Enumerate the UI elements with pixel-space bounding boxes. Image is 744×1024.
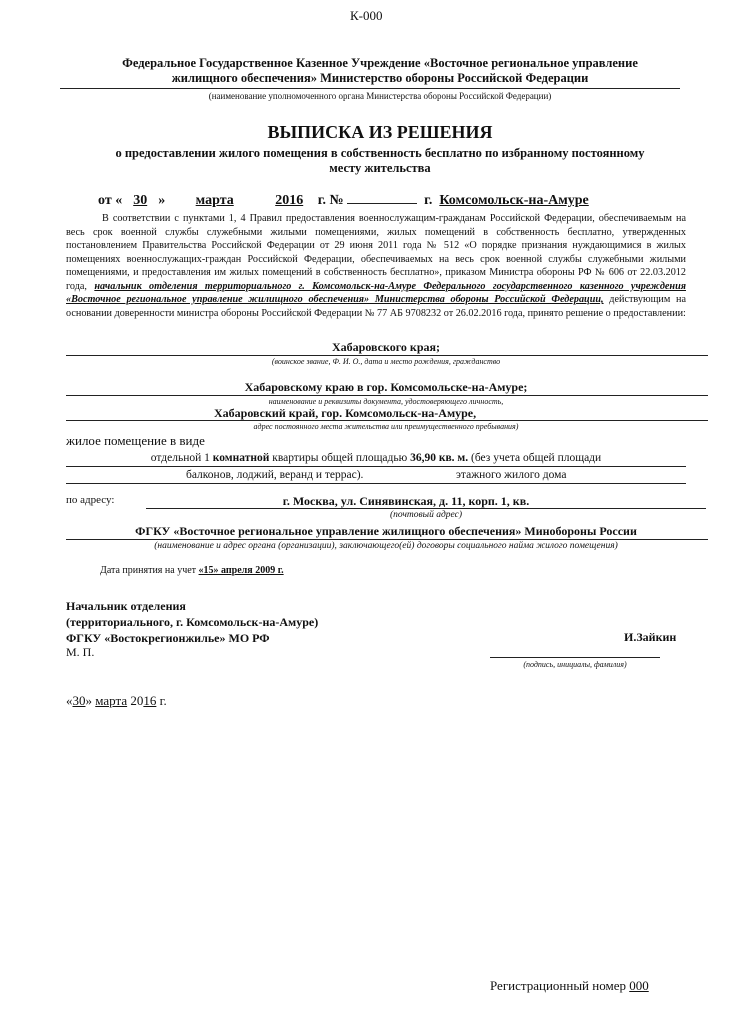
fd-year: 16 <box>143 693 157 708</box>
address-label: по адресу: <box>66 494 115 506</box>
org-underline <box>60 88 680 89</box>
signature-caption: (подпись, инициалы, фамилия) <box>523 660 627 669</box>
org-line-2: жилищного обеспечения» Министерство обороны Российской Федерации <box>171 71 589 85</box>
housing-text-a: отдельной 1 <box>150 452 213 464</box>
housing-underline-1 <box>66 466 686 467</box>
footer-date <box>66 693 167 709</box>
subtitle-line-1: о предоставлении жилого помещения в собственность бесплатно по избранному постоянному <box>115 146 645 160</box>
housing-line-2: балконов, лоджий, веранд и террас). <box>186 469 364 481</box>
body-text-authority: начальник отделения территориального г. Комсомольск-на-Амуре Федерального государственного казенного учреждения «Восточное региональное управление жилищного обеспечения» Министерства обороны Российской Федерации, <box>66 280 686 305</box>
page-title: ВЫПИСКА ИЗ РЕШЕНИЯ <box>267 122 493 142</box>
signatory-line-2: (территориального, г. Комсомольск-на-Амуре) <box>66 615 319 629</box>
reg-number-value: 000 <box>629 978 649 993</box>
city-prefix: г. <box>424 193 433 208</box>
fd-year-prefix: 20 <box>127 693 144 708</box>
body-paragraph <box>66 212 686 320</box>
fd-open: « <box>66 693 73 708</box>
signature-line <box>490 657 660 658</box>
person-underline <box>66 355 708 356</box>
document-code: К-000 <box>350 8 383 23</box>
date-from: от « <box>98 193 123 208</box>
date-month: марта <box>195 193 234 208</box>
residence-field: Хабаровский край, гор. Комсомольск-на-Амуре, <box>214 406 477 420</box>
registration-value: «15» апреля 2009 г. <box>198 565 284 576</box>
date-close: » <box>158 193 166 208</box>
signatory-name: И.Зайкин <box>624 630 677 644</box>
address-caption: (почтовый адрес) <box>389 510 463 520</box>
number-label: г. № <box>317 193 344 208</box>
fd-mid: » <box>85 693 96 708</box>
date-year: 2016 <box>275 193 304 208</box>
person-caption: (воинское звание, Ф. И. О., дата и место рождения, гражданство <box>271 357 501 366</box>
person-field: Хабаровского края; <box>332 340 440 354</box>
organization-name <box>40 56 720 86</box>
registration-number <box>490 978 649 994</box>
reg-number-label: Регистрационный номер <box>490 978 630 993</box>
document-caption: наименование и реквизиты документа, удостоверяющего личность, <box>268 397 504 406</box>
org-caption: (наименование уполномоченного органа Министерства обороны Российской Федерации) <box>208 91 552 101</box>
subtitle-line-2: месту жительства <box>329 161 431 175</box>
address-underline <box>146 508 706 509</box>
housing-floor: этажного жилого дома <box>456 469 567 481</box>
signatory-line-3: ФГКУ «Востокрегионжилье» МО РФ <box>66 631 270 645</box>
body-text-1: В соответствии с пунктами 1, 4 Правил предоставления военнослужащим-гражданам Российской Федерации, обеспечиваемым на весь срок военной службы служебными жилыми помещениями, жилых помещений в собственность бесплатно, утвержденных постановлением Правительства Российской Федерации от 29 июня 2011 года № 512 «О порядке признания нуждающимися в жилых помещениях военнослужащих-граждан Российской Федерации, обеспечиваемых на весь срок военной службы служебными жилыми помещениями, и предоставления им жилых помещений в собственность бесплатно», приказом Министра обороны РФ № 606 от 22.03.2012 года, <box>66 213 686 292</box>
subtitle <box>40 146 720 176</box>
registration-label: Дата принятия на учет <box>100 565 199 576</box>
date-line <box>98 193 589 209</box>
housing-area: 36,90 кв. м. <box>410 452 469 464</box>
decision-number <box>347 203 417 204</box>
fd-month: марта <box>95 693 128 708</box>
organ-underline <box>66 539 708 540</box>
body-text-3: действующим на основании доверенности министра обороны Российской Федерации № 77 АБ 9708232 от 26.02.2016 года, принято решение о предоставлении: <box>66 294 687 319</box>
seal-placeholder: М. П. <box>66 645 95 659</box>
housing-text-c: квартиры общей площадью <box>269 452 411 464</box>
housing-text-e: (без учета общей площади <box>468 452 602 464</box>
date-day: 30 <box>133 193 148 208</box>
organ-caption: (наименование и адрес органа (организации), заключающего(ей) договоры социального найма жилого помещения) <box>154 541 618 551</box>
residence-caption: адрес постоянного места жительства или преимущественного пребывания) <box>253 422 519 431</box>
signatory-block <box>66 598 318 646</box>
registration-date <box>100 565 284 576</box>
address-field: г. Москва, ул. Синявинская, д. 11, корп. 1, кв. <box>282 494 530 508</box>
organ-field: ФГКУ «Восточное региональное управление жилищного обеспечения» Минобороны России <box>135 524 637 538</box>
housing-rooms: комнатной <box>212 452 270 464</box>
signatory-line-1: Начальник отделения <box>66 599 186 613</box>
fd-day: 30 <box>72 693 86 708</box>
housing-label: жилое помещение в виде <box>66 433 205 448</box>
document-field: Хабаровскому краю в гор. Комсомольске-на-Амуре; <box>244 380 528 394</box>
city: Комсомольск-на-Амуре <box>439 193 589 208</box>
fd-end: г. <box>156 693 167 708</box>
org-line-1: Федеральное Государственное Казенное Учреждение «Восточное региональное управление <box>122 56 638 70</box>
document-underline <box>66 395 708 396</box>
housing-line-1 <box>66 452 686 464</box>
housing-underline-2 <box>66 483 686 484</box>
residence-underline <box>66 420 708 421</box>
